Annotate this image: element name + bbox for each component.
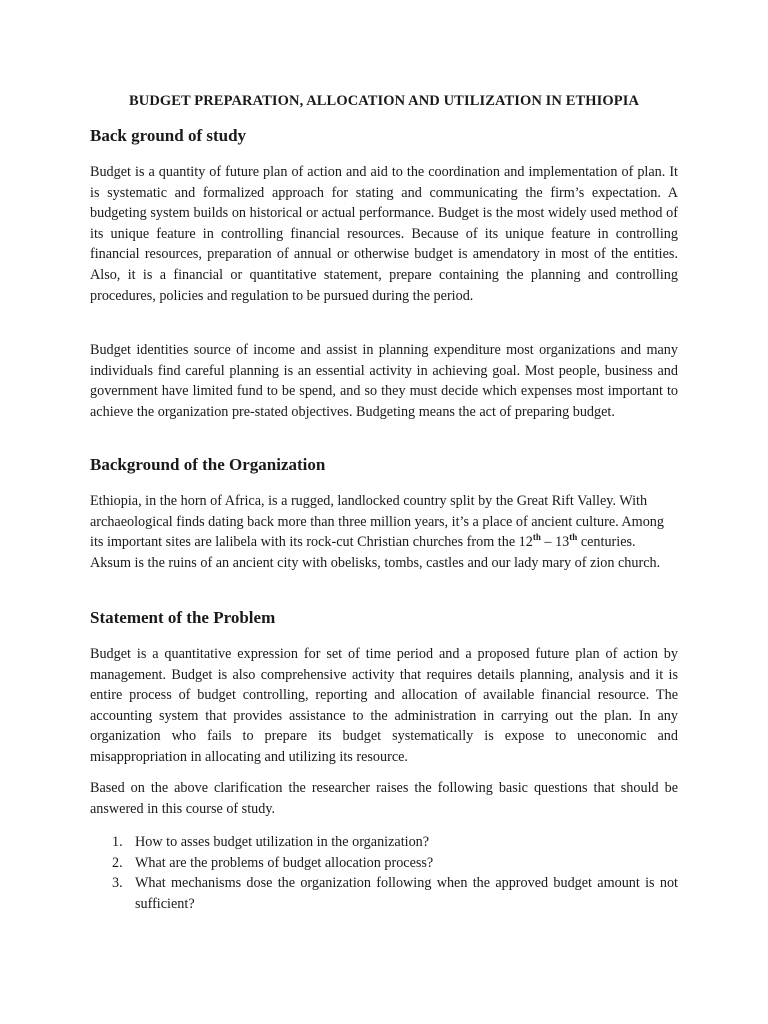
list-text: What are the problems of budget allocation process? — [135, 854, 434, 871]
paragraph-budget-definition: Budget is a quantity of future plan of action and aid to the coordination and implementation of plan. It is systematic and formalized approach for stating and communicating the firm’s expectation. A budgeting system builds on historical or actual performance. Budget is the most widely used method of its unique feature in controlling financial resources. Because of its unique feature in controlling financial resources, preparation of annual or otherwise budget is amendatory in most of the entities. Also, it is a financial or quantitative statement, prepare containing the planning and controlling procedures, policies and regulation to be pursued during the period. — [90, 164, 678, 304]
list-number: 3. — [112, 875, 123, 892]
paragraph-problem-statement: Budget is a quantitative expression for set of time period and a proposed future plan of action by management. Budget is also comprehensive activity that requires details planning, analysis and it is entire process of budget controlling, reporting and allocation of available financial resource. The accounting system that provides assistance to the administration in carrying out the plan. In any organization who fails to prepare its budget systematically is expose to uneconomic and misappropriation in allocating and utilizing its resource. — [90, 646, 678, 765]
list-text: How to asses budget utilization in the organization? — [135, 834, 430, 850]
paragraph-ethiopia — [90, 491, 678, 573]
list-item — [90, 873, 678, 914]
list-item — [90, 853, 678, 874]
list-item — [90, 832, 678, 853]
list-number: 1. — [112, 834, 123, 850]
ethiopia-text-1: Ethiopia, in the horn of Africa, is a rugged, landlocked country split by the Great Rift Valley. With archaeological finds dating back more than three million years, it’s a place of ancient culture. Among its important sites are lalibela with its rock-cut Christian churches from the 12 — [90, 493, 664, 551]
paragraph-budget-identities: Budget identities source of income and assist in planning expenditure most organizations and many individuals find careful planning is an essential activity in achieving goal. Most people, business and government have limited fund to be spend, and so they must decide which expenses most important to achieve the organization pre-stated objectives. Budgeting means the act of preparing budget. — [90, 342, 678, 420]
list-number: 2. — [112, 854, 123, 871]
research-questions-list — [90, 832, 678, 914]
ethiopia-text-3: centuries. Aksum is the ruins of an ancient city with obelisks, tombs, castles and our lady mary of zion church. — [90, 534, 661, 571]
superscript-th-2: th — [569, 532, 578, 543]
heading-statement-of-problem: Statement of the Problem — [90, 608, 276, 627]
paragraph-basic-questions: Based on the above clarification the researcher raises the following basic questions that should be answered in this course of study. — [90, 780, 678, 817]
superscript-th-1: th — [532, 532, 541, 543]
heading-background-of-organization: Background of the Organization — [90, 455, 326, 474]
list-text: What mechanisms dose the organization following when the approved budget amount is not sufficient? — [135, 875, 678, 912]
document-title: BUDGET PREPARATION, ALLOCATION AND UTILIZATION IN ETHIOPIA — [128, 93, 640, 109]
heading-background-of-study: Back ground of study — [90, 126, 247, 145]
ethiopia-text-2: – 13 — [540, 534, 570, 551]
